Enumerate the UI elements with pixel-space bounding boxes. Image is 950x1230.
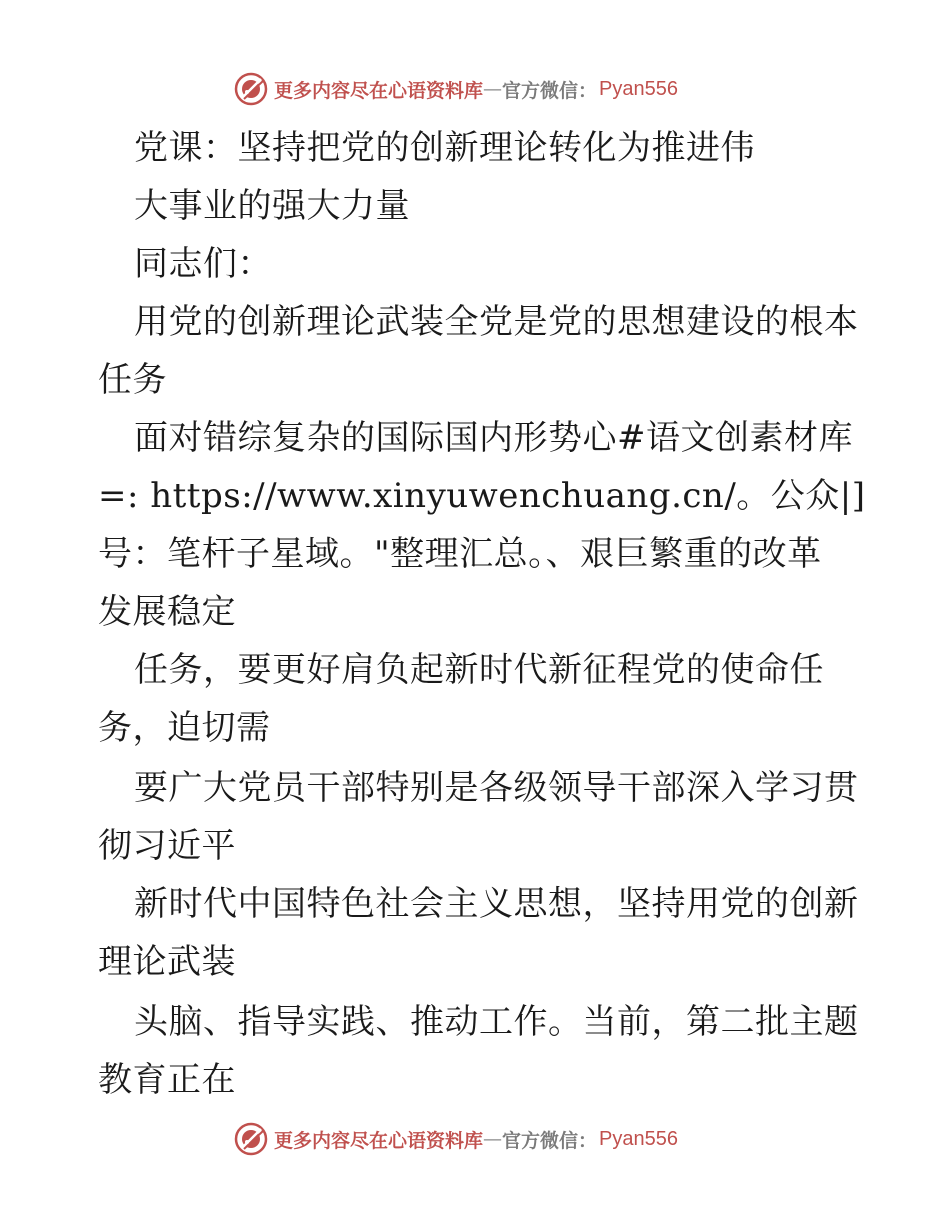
paragraph-line: 号：笔杆子星域。"整理汇总。、艰巨繁重的改革: [98, 534, 822, 574]
banner-main-text: 更多内容尽在心语资料库: [274, 79, 484, 102]
banner-separator: —: [483, 78, 503, 100]
paragraph-line: 任务: [98, 360, 167, 400]
paragraph-line: 务，迫切需: [98, 708, 271, 748]
seal-brush-logo-icon: [234, 1122, 268, 1156]
banner-wechat-id: Pyan556: [599, 1127, 678, 1150]
paragraph-line: 理论武装: [98, 942, 236, 982]
seal-brush-logo-icon: [234, 72, 268, 106]
paragraph-line: 新时代中国特色社会主义思想，坚持用党的创新: [134, 884, 859, 924]
banner-main-text: 更多内容尽在心语资料库: [274, 1129, 484, 1152]
document-title-line-2: 大事业的强大力量: [134, 186, 410, 226]
paragraph-line: 头脑、指导实践、推动工作。当前，第二批主题: [134, 1002, 859, 1042]
paragraph-line: 教育正在: [98, 1060, 236, 1100]
banner-separator: —: [483, 1128, 503, 1150]
paragraph-line: 用党的创新理论武装全党是党的思想建设的根本: [134, 302, 859, 342]
paragraph-line: 任务，要更好肩负起新时代新征程党的使命任: [134, 650, 824, 690]
banner-wechat-label: 官方微信：: [502, 79, 598, 102]
banner-wechat-label: 官方微信：: [502, 1129, 598, 1152]
header-banner: [234, 72, 714, 106]
salutation: 同志们：: [134, 244, 272, 284]
document-title-line-1: 党课：坚持把党的创新理论转化为推进伟: [134, 128, 755, 168]
banner-wechat-id: Pyan556: [599, 77, 678, 100]
paragraph-line: 发展稳定: [98, 592, 236, 632]
paragraph-line: 面对错综复杂的国际国内形势心#语文创素材库: [134, 418, 853, 458]
paragraph-line: 彻习近平: [98, 826, 236, 866]
footer-banner: [234, 1122, 714, 1156]
paragraph-line: =: https://www.xinyuwenchuang.cn/。公众|]: [98, 476, 866, 516]
paragraph-line: 要广大党员干部特别是各级领导干部深入学习贯: [134, 768, 859, 808]
